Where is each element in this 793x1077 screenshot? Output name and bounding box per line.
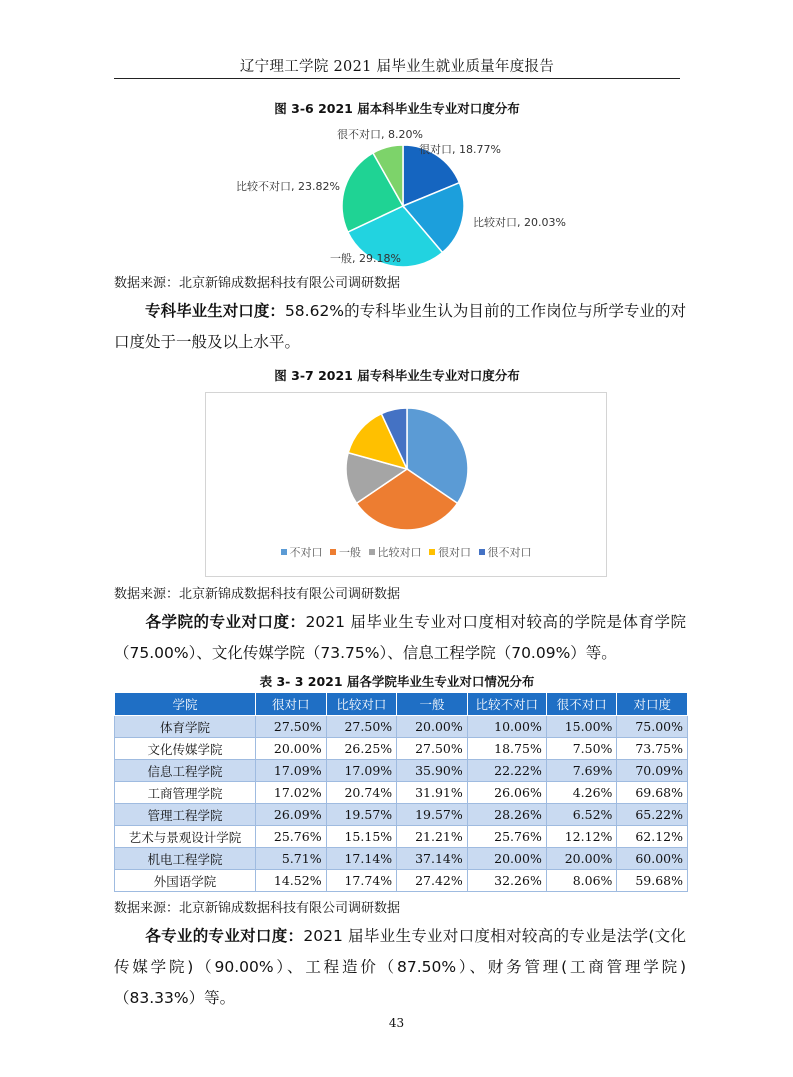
- table-cell-college: 管理工程学院: [115, 804, 256, 826]
- table-cell-value: 17.14%: [326, 848, 397, 870]
- figure1-title: 图 3-6 2021 届本科毕业生专业对口度分布: [274, 101, 520, 116]
- table-cell-value: 8.06%: [546, 870, 617, 892]
- table-row: [115, 870, 688, 892]
- table-cell-value: 20.74%: [326, 782, 397, 804]
- chart-frame-specialty: [205, 392, 607, 577]
- table-cell-college: 文化传媒学院: [115, 738, 256, 760]
- legend-label: 一般: [339, 546, 361, 559]
- table-cell-college: 工商管理学院: [115, 782, 256, 804]
- table-header-cell: 很不对口: [546, 693, 617, 716]
- table-header-cell: 比较对口: [326, 693, 397, 716]
- legend-item-2: [369, 544, 422, 560]
- table-cell-value: 28.26%: [467, 804, 546, 826]
- table-cell-value: 25.76%: [467, 826, 546, 848]
- table-cell-value: 20.00%: [256, 738, 327, 760]
- pie1-label-0: 比较对口, 20.03%: [473, 216, 566, 229]
- table-row: [115, 782, 688, 804]
- legend-swatch-icon: [369, 549, 375, 555]
- table-header-cell: 学院: [115, 693, 256, 716]
- table-cell-college: 体育学院: [115, 716, 256, 738]
- legend-label: 很对口: [438, 546, 471, 559]
- table-cell-value: 59.68%: [617, 870, 688, 892]
- table-cell-value: 26.09%: [256, 804, 327, 826]
- table-row: [115, 760, 688, 782]
- table-cell-value: 27.42%: [397, 870, 468, 892]
- table-cell-value: 65.22%: [617, 804, 688, 826]
- table-cell-value: 10.00%: [467, 716, 546, 738]
- table-cell-college: 信息工程学院: [115, 760, 256, 782]
- table-cell-value: 20.00%: [397, 716, 468, 738]
- table-cell-value: 27.50%: [256, 716, 327, 738]
- table-cell-value: 14.52%: [256, 870, 327, 892]
- legend-swatch-icon: [479, 549, 485, 555]
- table-row: [115, 804, 688, 826]
- table-cell-value: 62.12%: [617, 826, 688, 848]
- table-row: [115, 848, 688, 870]
- legend-label: 很不对口: [487, 546, 532, 559]
- table-body: [115, 716, 688, 892]
- figure2-title: 图 3-7 2021 届专科毕业生专业对口度分布: [274, 368, 520, 383]
- pie1-label-4: 很不对口, 8.20%: [337, 128, 423, 141]
- table-cell-value: 75.00%: [617, 716, 688, 738]
- table-cell-value: 19.57%: [326, 804, 397, 826]
- table-cell-value: 18.75%: [467, 738, 546, 760]
- pie-chart-specialty: [206, 393, 606, 543]
- figure2-source: 数据来源：北京新锦成数据科技有限公司调研数据: [114, 587, 401, 602]
- table-cell-value: 73.75%: [617, 738, 688, 760]
- table-cell-value: 15.15%: [326, 826, 397, 848]
- table-cell-college: 机电工程学院: [115, 848, 256, 870]
- pie2-legend: [206, 544, 606, 560]
- table-cell-value: 69.68%: [617, 782, 688, 804]
- table-cell-value: 26.06%: [467, 782, 546, 804]
- table-cell-value: 12.12%: [546, 826, 617, 848]
- paragraph-majors: [114, 921, 686, 1014]
- table-cell-value: 15.00%: [546, 716, 617, 738]
- table-cell-value: 7.50%: [546, 738, 617, 760]
- table-cell-value: 26.25%: [326, 738, 397, 760]
- legend-item-0: [281, 544, 323, 560]
- legend-label: 不对口: [289, 546, 323, 559]
- table-header-cell: 一般: [397, 693, 468, 716]
- college-match-table: [114, 692, 688, 892]
- paragraph-colleges: [114, 607, 686, 669]
- legend-item-1: [330, 544, 361, 560]
- table-row: [115, 738, 688, 760]
- table-cell-value: 17.74%: [326, 870, 397, 892]
- table-cell-value: 27.50%: [326, 716, 397, 738]
- pie1-label-2: 一般, 29.18%: [330, 252, 401, 265]
- table-cell-college: 艺术与景观设计学院: [115, 826, 256, 848]
- table-cell-value: 70.09%: [617, 760, 688, 782]
- paragraph-colleges-body: 2021 届毕业生专业对口度相对较高的学院是体育学院（75.00%）、文化传媒学院（73.75%）、信息工程学院（70.09%）等。: [114, 613, 686, 662]
- table-row: [115, 826, 688, 848]
- table-header-cell: 对口度: [617, 693, 688, 716]
- table-row: [115, 716, 688, 738]
- table-cell-value: 22.22%: [467, 760, 546, 782]
- pie1-label-1: 很对口, 18.77%: [419, 143, 501, 156]
- table-cell-value: 27.50%: [397, 738, 468, 760]
- table-cell-value: 20.00%: [467, 848, 546, 870]
- table-cell-value: 21.21%: [397, 826, 468, 848]
- legend-item-4: [479, 544, 532, 560]
- legend-swatch-icon: [330, 549, 336, 555]
- table-cell-value: 37.14%: [397, 848, 468, 870]
- paragraph-majors-body: 2021 届毕业生专业对口度相对较高的专业是法学(文化传媒学院)（90.00%）、工程造价（87.50%）、财务管理(工商管理学院)（83.33%）等。: [114, 927, 686, 1007]
- paragraph-colleges-lead: 各学院的专业对口度：: [145, 613, 306, 631]
- paragraph-specialty: [114, 296, 686, 358]
- table-cell-value: 4.26%: [546, 782, 617, 804]
- pie1-label-3: 比较不对口, 23.82%: [236, 180, 340, 193]
- table-cell-value: 20.00%: [546, 848, 617, 870]
- legend-swatch-icon: [429, 549, 435, 555]
- table-title: 表 3- 3 2021 届各学院毕业生专业对口情况分布: [259, 674, 535, 689]
- page-header: 辽宁理工学院 2021 届毕业生就业质量年度报告: [239, 59, 555, 75]
- page-number: 43: [388, 1016, 405, 1030]
- table-cell-value: 6.52%: [546, 804, 617, 826]
- table-cell-value: 17.02%: [256, 782, 327, 804]
- table-source: 数据来源：北京新锦成数据科技有限公司调研数据: [114, 901, 401, 916]
- table-cell-value: 17.09%: [256, 760, 327, 782]
- table-cell-value: 35.90%: [397, 760, 468, 782]
- table-header-row: [115, 693, 688, 716]
- table-header-cell: 比较不对口: [467, 693, 546, 716]
- legend-swatch-icon: [281, 549, 287, 555]
- table-cell-value: 25.76%: [256, 826, 327, 848]
- table-cell-value: 32.26%: [467, 870, 546, 892]
- table-cell-value: 19.57%: [397, 804, 468, 826]
- legend-label: 比较对口: [377, 546, 422, 559]
- paragraph-majors-lead: 各专业的专业对口度：: [145, 927, 304, 945]
- table-cell-value: 17.09%: [326, 760, 397, 782]
- legend-item-3: [429, 544, 471, 560]
- figure1-source: 数据来源：北京新锦成数据科技有限公司调研数据: [114, 276, 401, 291]
- table-cell-value: 5.71%: [256, 848, 327, 870]
- table-cell-value: 31.91%: [397, 782, 468, 804]
- table-header-cell: 很对口: [256, 693, 327, 716]
- table-cell-value: 60.00%: [617, 848, 688, 870]
- table-cell-college: 外国语学院: [115, 870, 256, 892]
- paragraph-specialty-body: 58.62%的专科毕业生认为目前的工作岗位与所学专业的对口度处于一般及以上水平。: [114, 302, 686, 351]
- table-cell-value: 7.69%: [546, 760, 617, 782]
- paragraph-specialty-lead: 专科毕业生对口度：: [145, 302, 285, 320]
